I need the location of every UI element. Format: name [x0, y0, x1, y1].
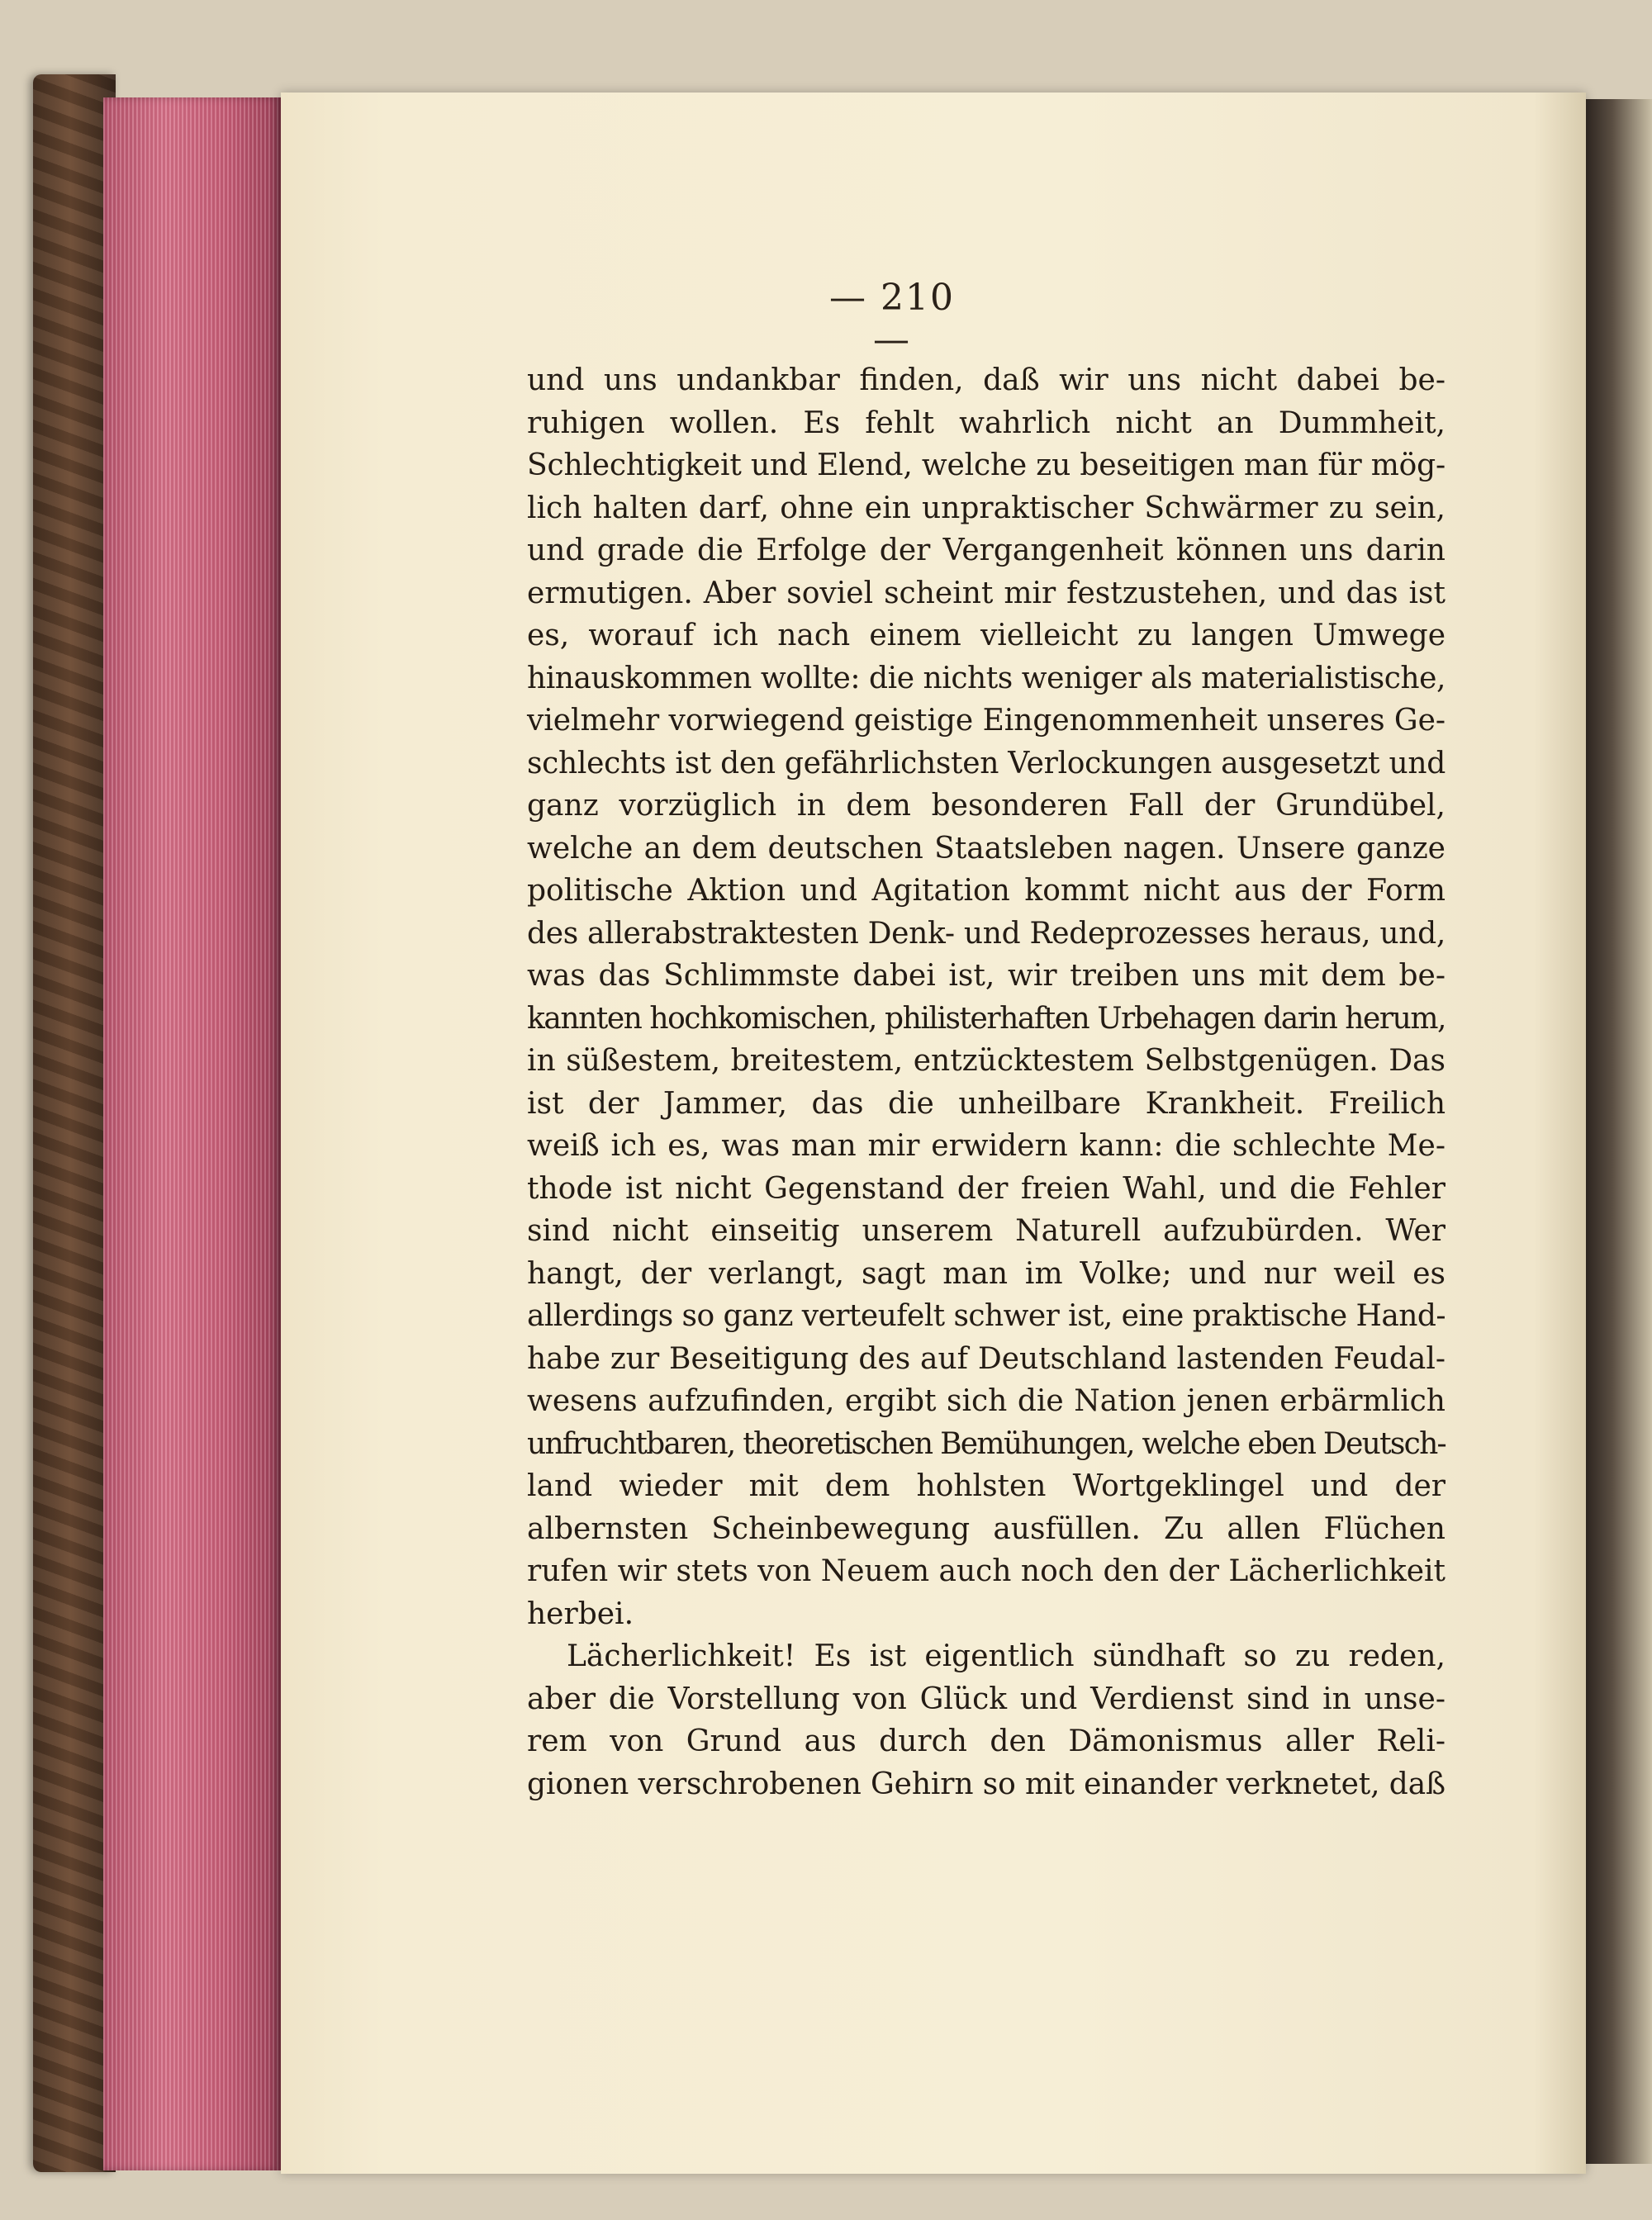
- text-line: habe zur Beseitigung des auf Deutschland lastenden Feudal-: [527, 1341, 1446, 1376]
- text-line: hinauskommen wollte: die nichts weniger als materialistische,: [527, 661, 1446, 695]
- page-number: — 210 —: [829, 277, 955, 361]
- text-line: Schlechtigkeit und Elend, welche zu beseitigen man für mög-: [527, 448, 1446, 482]
- text-line: hangt, der verlangt, sagt man im Volke; und nur weil es: [527, 1256, 1446, 1291]
- page-edges: [103, 97, 281, 2170]
- text-line: aber die Vorstellung von Glück und Verdienst sind in unse-: [527, 1682, 1446, 1716]
- text-line: was das Schlimmste dabei ist, wir treiben uns mit dem be-: [527, 959, 1446, 993]
- text-line: ermutigen. Aber soviel scheint mir festzustehen, und das ist: [527, 576, 1446, 610]
- text-line: weiß ich es, was man mir erwidern kann: die schlechte Me-: [527, 1129, 1446, 1163]
- text-line: ganz vorzüglich in dem besonderen Fall der Grundübel,: [527, 789, 1446, 823]
- text-line: rem von Grund aus durch den Dämonismus aller Reli-: [527, 1724, 1446, 1758]
- text-line: in süßestem, breitestem, entzücktestem Selbstgenügen. Das: [527, 1044, 1446, 1078]
- text-line: gionen verschrobenen Gehirn so mit einander verknetet, daß: [527, 1767, 1446, 1801]
- text-line: welche an dem deutschen Staatsleben nagen. Unsere ganze: [527, 831, 1446, 866]
- text-line: rufen wir stets von Neuem auch noch den der Lächerlichkeit: [527, 1554, 1446, 1588]
- text-line: Lächerlichkeit! Es ist eigentlich sündhaft so zu reden,: [567, 1639, 1446, 1673]
- text-line: ist der Jammer, das die unheilbare Krankheit. Freilich: [527, 1086, 1446, 1121]
- text-line: und grade die Erfolge der Vergangenheit können uns darin: [527, 534, 1446, 567]
- text-line: herbei.: [527, 1596, 634, 1631]
- text-line: ruhigen wollen. Es fehlt wahrlich nicht an Dummheit,: [527, 406, 1446, 440]
- book-gutter: [1586, 99, 1652, 2164]
- text-line: allerdings so ganz verteufelt schwer ist, eine praktische Hand-: [527, 1299, 1446, 1333]
- text-line: sind nicht einseitig unserem Naturell aufzubürden. Wer: [527, 1214, 1446, 1248]
- text-line: lich halten darf, ohne ein unpraktischer Schwärmer zu sein,: [527, 491, 1446, 525]
- text-line: vielmehr vorwiegend geistige Eingenommenheit unseres Ge-: [527, 704, 1446, 738]
- text-line: kannten hochkomischen, philisterhaften Urbehagen darin herum,: [527, 1001, 1446, 1036]
- text-line: schlechts ist den gefährlichsten Verlockungen ausgesetzt und: [527, 746, 1446, 780]
- text-line: land wieder mit dem hohlsten Wortgeklingel und der: [527, 1469, 1446, 1503]
- text-line: es, worauf ich nach einem vielleicht zu langen Umwege: [527, 619, 1446, 652]
- text-line: albernsten Scheinbewegung ausfüllen. Zu allen Flüchen: [527, 1511, 1446, 1546]
- text-line: des allerabstraktesten Denk- und Redeprozesses heraus, und,: [527, 916, 1446, 951]
- text-line: und uns undankbar finden, daß wir uns nicht dabei be-: [527, 363, 1446, 397]
- text-line: thode ist nicht Gegenstand der freien Wahl, und die Fehler: [527, 1171, 1446, 1206]
- text-line: politische Aktion und Agitation kommt nicht aus der Form: [527, 874, 1446, 908]
- text-line: unfruchtbaren, theoretischen Bemühungen, welche eben Deutsch-: [527, 1426, 1446, 1461]
- body-text: [527, 359, 1446, 1805]
- text-line: wesens aufzufinden, ergibt sich die Nation jenen erbärmlich: [527, 1384, 1446, 1418]
